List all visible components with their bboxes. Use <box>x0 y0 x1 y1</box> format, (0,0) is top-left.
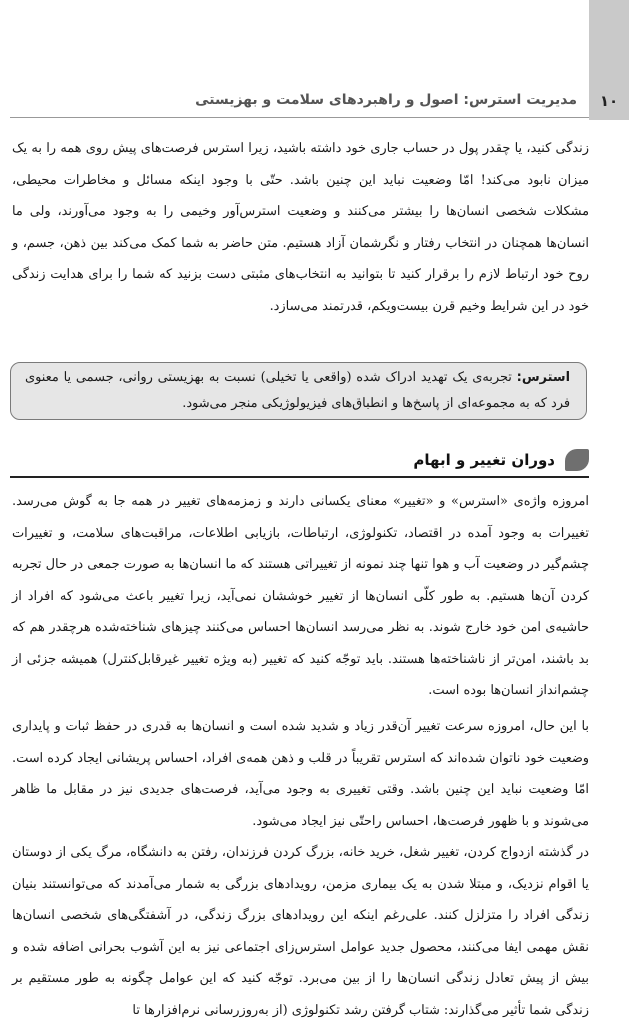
intro-paragraph: زندگی کنید، یا چقدر پول در حساب جاری خود داشته باشید، زیرا استرس فرصت‌های پیش روی همه را به یک میزان نابود می‌کند! امّا وضعیت نباید این چنین باشد. حتّی با وجود اینکه مسائل و مخاطرات محیطی، مشکلات شخصی انسان‌ها را بیشتر می‌کنند و وضعیت استرس‌آور وخیمی را به وجود می‌آورند، ولی ما انسان‌ها همچنان در انتخاب رفتار و نگرشمان آزاد هستیم. متن حاضر به شما کمک می‌کند بین ذهن، جسم، و روح خود ارتباط لازم را برقرار کنید تا بتوانید به انتخاب‌های مثبتی دست بزنید که شما را برای هدایت زندگی خود در این شرایط وخیم قرن بیست‌ویکم، قدرتمند می‌سازد. <box>12 141 589 314</box>
page-number: ۱۰ <box>599 92 619 110</box>
section-heading <box>413 446 589 474</box>
definition-text: تجربه‌ی یک تهدید ادراک شده (واقعی یا تخیلی) نسبت به بهزیستی روانی، جسمی یا معنوی فرد که به مجموعه‌ای از پاسخ‌ها و انطباق‌های فیزیولوژیکی منجر می‌شود. <box>25 370 570 411</box>
body-paragraph: امروزه واژه‌ی «استرس» و «تغییر» معنای یکسانی دارند و زمزمه‌های تغییر در همه جا به گوش می‌رسد. تغییرات به وجود آمده در اقتصاد، تکنولوژی، ارتباطات، بازیابی اطلاعات، مراقبت‌های سلامت، و تغییرات چشم‌گیر در وضعیت آب و هوا تنها چند نمونه از تغییراتی هستند که ما انسان‌ها به صورت جمعی در حال تجربه کردن آن‌ها هستیم. به طور کلّی انسان‌ها از تغییر خوششان نمی‌آید، زیرا تغییر باعث می‌شود که افراد از حاشیه‌ی امن خود خارج شوند. به نظر می‌رسد انسان‌ها احساس می‌کنند چیزهای شناخته‌شده هرچقدر هم که بد باشند، امن‌تر از ناشناخته‌ها هستند. باید توجّه کنید که تغییر (به ویژه تغییر غیرقابل‌کنترل) همیشه جزئی از چشم‌انداز انسان‌ها بوده است. <box>12 494 589 698</box>
section-divider <box>10 476 589 478</box>
header-divider <box>10 117 589 118</box>
section-marker-icon <box>565 449 589 471</box>
definition-box <box>10 362 587 420</box>
definition-term: استرس: <box>516 370 570 385</box>
body-paragraph: در گذشته ازدواج کردن، تغییر شغل، خرید خانه، بزرگ کردن فرزندان، رفتن به دانشگاه، مرگ یکی از دوستان یا اقوام نزدیک، و مبتلا شدن به یک بیماری مزمن، رویدادهای بزرگی به شمار می‌آمدند که می‌توانستند بنیان زندگی افراد را متزلزل کنند. علی‌رغم اینکه این رویدادهای بزرگ زندگی، در آشفتگی‌های شخصی انسان‌ها نقش مهمی ایفا می‌کنند، محصول جدید عوامل استرس‌زای اجتماعی نیز به این آشوب بحرانی اضافه شده و بیش از پیش تعادل زندگی انسان‌ها را از بین می‌برد. توجّه کنید که این عوامل چگونه به طور مستقیم بر زندگی شما تأثیر می‌گذارند: شتاب گرفتن رشد تکنولوژی (از به‌روزرسانی نرم‌افزارها تا <box>12 845 589 1018</box>
body-paragraph: با این حال، امروزه سرعت تغییر آن‌قدر زیاد و شدید شده است و انسان‌ها به قدری در حفظ ثبات و پایداری وضعیت خود ناتوان شده‌اند که استرس تقریباً در قلب و ذهن همه‌ی افراد، احساس پریشانی ایجاد کرده است. امّا وضعیت نباید این چنین باشد. وقتی تغییری به وجود می‌آید، فرصت‌های جدیدی نیز در مقابل ما ظاهر می‌شوند و با ظهور فرصت‌ها، احساس راحتّی نیز ایجاد می‌شود. <box>12 719 589 829</box>
section-title: دوران تغییر و ابهام <box>413 451 555 469</box>
running-title: مدیریت استرس: اصول و راهبردهای سلامت و بهزیستی <box>195 92 577 108</box>
